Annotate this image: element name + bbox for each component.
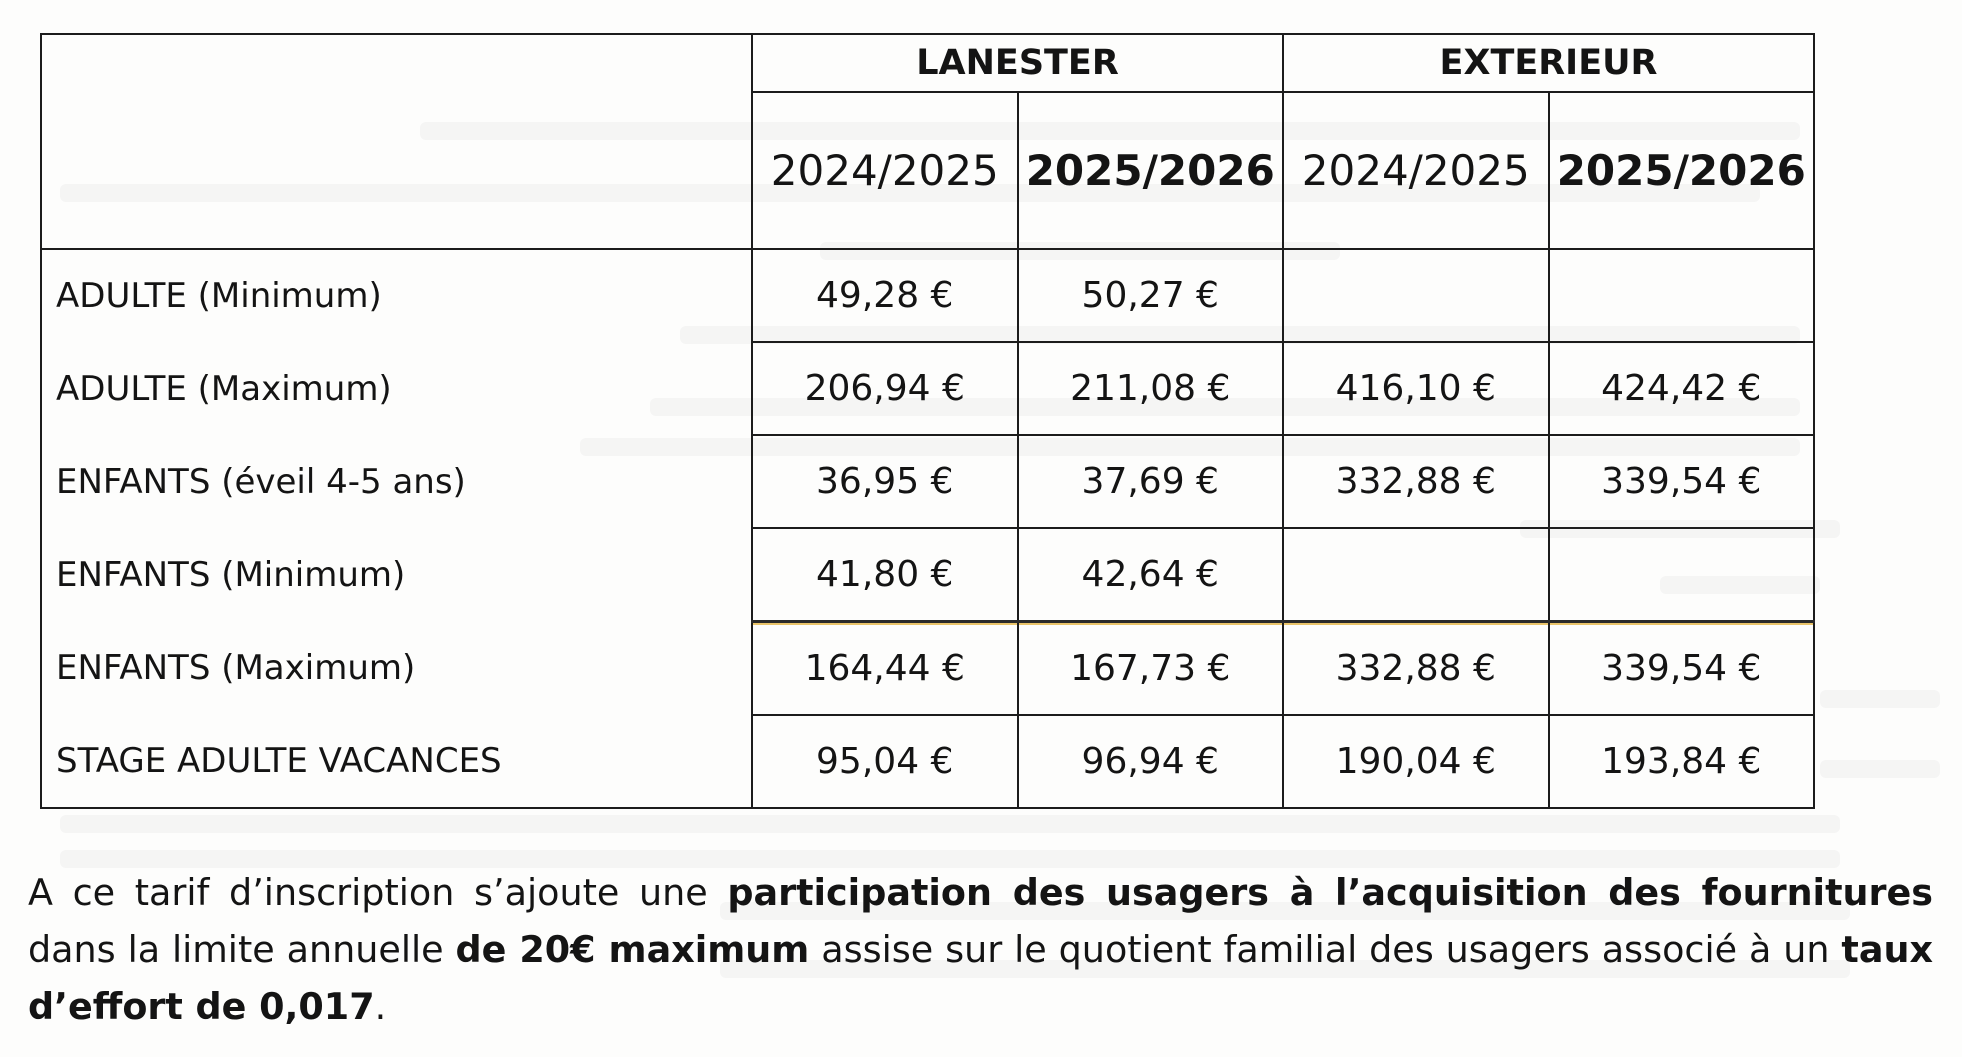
cell-value: 193,84 € <box>1549 715 1815 808</box>
row-label: ENFANTS (éveil 4-5 ans) <box>41 435 752 528</box>
header-year-exterieur-2025: 2025/2026 <box>1549 92 1815 249</box>
cell-value: 167,73 € <box>1018 622 1284 716</box>
cell-value: 190,04 € <box>1283 715 1549 808</box>
cell-value: 416,10 € <box>1283 342 1549 435</box>
table-row <box>41 622 1814 716</box>
cell-value: 49,28 € <box>752 249 1018 342</box>
note-paragraph <box>28 864 1933 1035</box>
row-label: STAGE ADULTE VACANCES <box>41 715 752 808</box>
row-label: ENFANTS (Maximum) <box>41 622 752 716</box>
table-row <box>41 249 1814 342</box>
header-empty-cell <box>41 34 752 249</box>
cell-value: 95,04 € <box>752 715 1018 808</box>
cell-value: 96,94 € <box>1018 715 1284 808</box>
note-text: dans la limite annuelle <box>28 928 456 971</box>
note-bold-text: de 20€ maximum <box>455 928 810 971</box>
cell-value: 206,94 € <box>752 342 1018 435</box>
cell-value: 50,27 € <box>1018 249 1284 342</box>
note-bold-text: taux d’effort de 0,017 <box>28 928 1934 1028</box>
tarifs-table <box>40 33 1815 809</box>
cell-value: 164,44 € <box>752 622 1018 716</box>
header-year-exterieur-2024: 2024/2025 <box>1283 92 1549 249</box>
note-bold-text: participation des usagers à l’acquisition des fournitures <box>727 871 1933 914</box>
row-label: ADULTE (Minimum) <box>41 249 752 342</box>
table-row <box>41 528 1814 622</box>
table-row <box>41 715 1814 808</box>
cell-value: 41,80 € <box>752 528 1018 622</box>
table-row <box>41 435 1814 528</box>
row-label: ENFANTS (Minimum) <box>41 528 752 622</box>
row-label: ADULTE (Maximum) <box>41 342 752 435</box>
cell-value: 42,64 € <box>1018 528 1284 622</box>
cell-value: 332,88 € <box>1283 435 1549 528</box>
cell-value <box>1549 249 1815 342</box>
cell-value <box>1283 249 1549 342</box>
note-text: . <box>374 985 387 1028</box>
cell-value: 332,88 € <box>1283 622 1549 716</box>
table-row <box>41 342 1814 435</box>
table-header-groups <box>41 34 1814 92</box>
note-text: A ce tarif d’inscription s’ajoute une <box>28 871 728 914</box>
note-text: assise sur le quotient familial des usagers associé à un <box>809 928 1842 971</box>
cell-value <box>1283 528 1549 622</box>
cell-value: 424,42 € <box>1549 342 1815 435</box>
cell-value: 339,54 € <box>1549 622 1815 716</box>
cell-value: 211,08 € <box>1018 342 1284 435</box>
cell-value: 339,54 € <box>1549 435 1815 528</box>
header-year-lanester-2025: 2025/2026 <box>1018 92 1284 249</box>
header-exterieur: EXTERIEUR <box>1283 34 1814 92</box>
header-lanester: LANESTER <box>752 34 1283 92</box>
cell-value: 37,69 € <box>1018 435 1284 528</box>
cell-value <box>1549 528 1815 622</box>
header-year-lanester-2024: 2024/2025 <box>752 92 1018 249</box>
cell-value: 36,95 € <box>752 435 1018 528</box>
